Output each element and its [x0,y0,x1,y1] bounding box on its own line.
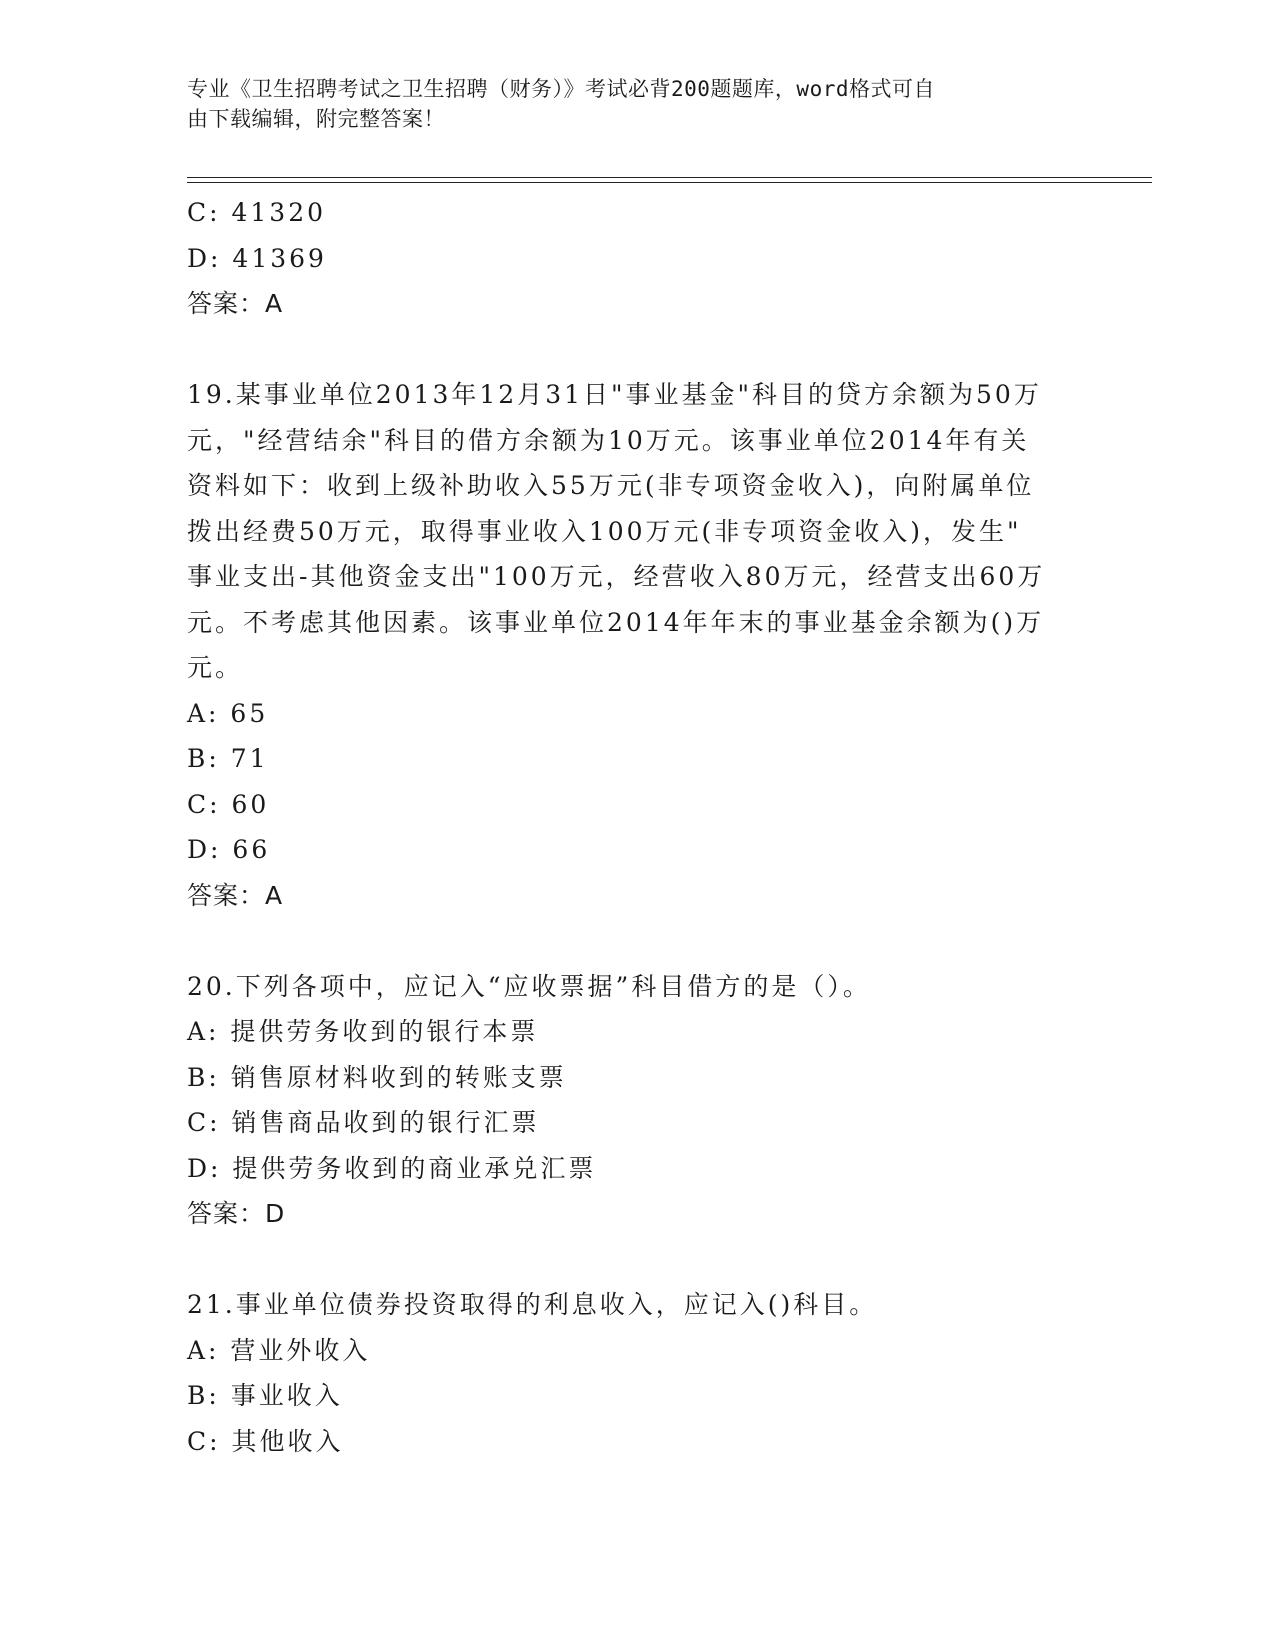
option-c: C: 60 [187,789,270,819]
option-c: C: 其他收入 [187,1426,344,1456]
option-c: C: 销售商品收到的银行汇票 [187,1108,540,1137]
header-divider-top [187,177,1152,178]
question-text-line: 事业支出-其他资金支出"100万元，经营收入80万元，经营支出60万 [187,562,1046,591]
option-a: A: 65 [187,698,269,728]
question-18-tail [187,190,1087,327]
document-header [187,74,1067,134]
spacer [187,327,1087,373]
question-20 [187,964,1087,1237]
answer-line: 答案：D [187,1199,286,1228]
question-text-line: 20.下列各项中，应记入“应收票据”科目借方的是（）。 [187,971,871,1001]
option-d: D: 66 [187,835,271,864]
question-text-line: 21.事业单位债券投资取得的利息收入，应记入()科目。 [187,1290,878,1319]
option-d: D: 41369 [187,243,327,273]
option-b: B: 销售原材料收到的转账支票 [187,1062,567,1092]
question-21 [187,1282,1087,1464]
question-text-line: 拨出经费50万元，取得事业收入100万元(非专项资金收入)，发生" [187,516,1022,546]
option-a: A: 提供劳务收到的银行本票 [187,1017,539,1046]
question-19 [187,372,1087,918]
question-text-line: 元。 [187,653,244,682]
question-text-line: 19.某事业单位2013年12月31日"事业基金"科目的贷方余额为50万 [187,380,1042,409]
option-b: B: 71 [187,744,269,773]
option-b: B: 事业收入 [187,1381,343,1410]
option-a: A: 营业外收入 [187,1335,371,1365]
question-content [187,190,1087,1464]
answer-line: 答案：A [187,289,284,318]
question-text-line: 元。不考虑其他因素。该事业单位2014年年末的事业基金余额为()万 [187,607,1045,637]
spacer [187,918,1087,964]
header-line-1: 专业《卫生招聘考试之卫生招聘（财务）》考试必背200题题库，word格式可自 [187,77,935,101]
header-line-2: 由下载编辑，附完整答案！ [187,107,445,131]
question-text-line: 资料如下：收到上级补助收入55万元(非专项资金收入)，向附属单位 [187,471,1035,500]
question-text-line: 元，"经营结余"科目的借方余额为10万元。该事业单位2014年有关 [187,425,1030,455]
answer-line: 答案：A [187,880,284,910]
option-c: C: 41320 [187,198,327,227]
header-divider-bottom [187,182,1152,183]
option-d: D: 提供劳务收到的商业承兑汇票 [187,1153,597,1183]
spacer [187,1237,1087,1283]
